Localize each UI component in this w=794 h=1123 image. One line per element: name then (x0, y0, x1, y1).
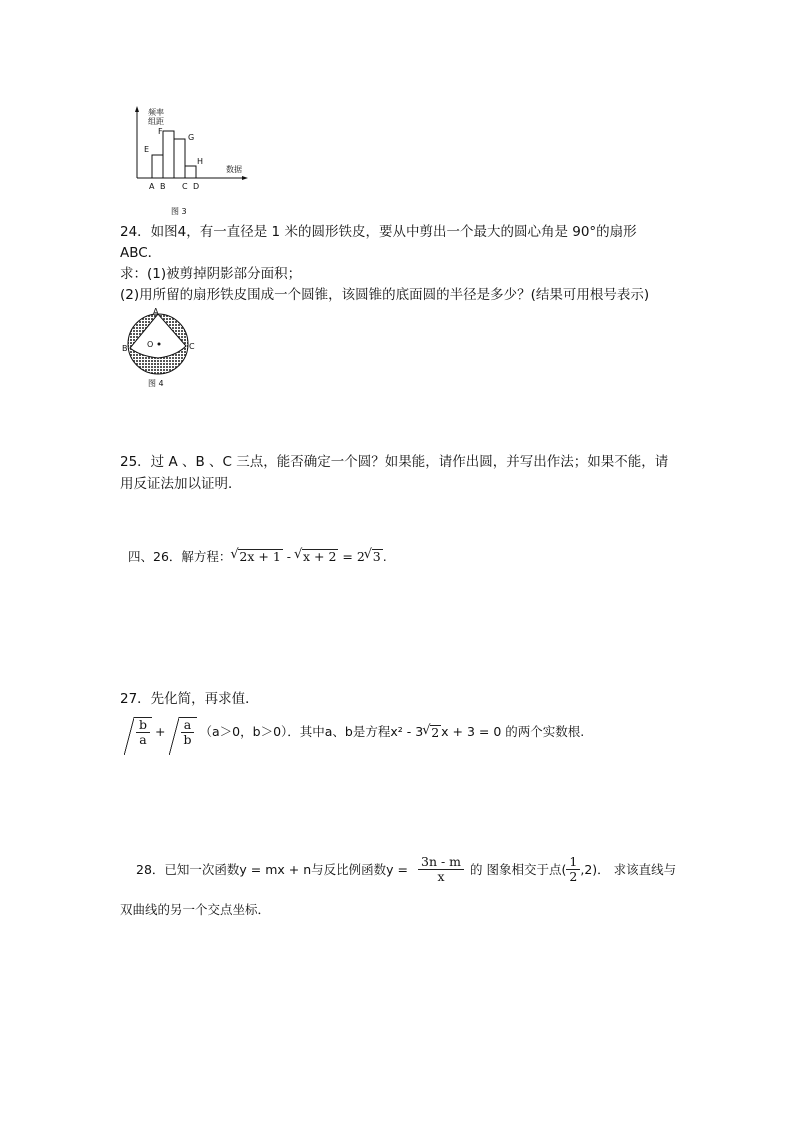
q27-radical-2 (179, 717, 197, 747)
q26-radical-1: √ 2x + 1 (238, 549, 282, 564)
q27-radical-1 (134, 717, 152, 747)
q27-condition: （a＞0，b＞0）．其中a、b是方程x² - 3 (199, 724, 424, 739)
fig3-bar-h (185, 166, 196, 178)
q28-pt-num: 1 (566, 855, 580, 870)
fig4-label-b: B (122, 344, 128, 353)
fig3-x-label-a: A (149, 182, 155, 191)
fig3-bar-g (174, 139, 185, 178)
fig3-ylabel-2: 组距 (148, 117, 164, 126)
q26-equation (128, 547, 387, 567)
q28-part-1: 28．已知一次函数y = mx + n与反比例函数y = (136, 861, 408, 877)
fig4-center-dot (158, 343, 161, 346)
q28-line-2: 双曲线的另一个交点坐标． (120, 902, 271, 917)
q28-part-3: ,2)． 求该直线与 (580, 861, 677, 877)
q28-frac-den: x (437, 869, 445, 884)
q26-prefix: 四、26．解方程： (128, 549, 232, 564)
fig3-y-arrow (135, 106, 139, 112)
fig3-bar-label-e: E (144, 145, 150, 154)
fig4-label-a: A (153, 307, 159, 316)
fig3-bar-label-g: G (188, 133, 195, 142)
fig4-caption: 图 4 (148, 379, 164, 388)
fig4-label-o: O (147, 340, 154, 349)
q28-line-1 (136, 855, 676, 884)
q28-point-fraction (566, 855, 580, 884)
q27-radical-3: √ 2 (430, 725, 441, 740)
q27-frac1-den: a (139, 732, 147, 747)
q28-fraction (418, 855, 464, 884)
fig3-caption: 图 3 (171, 207, 187, 216)
q24-line-1: 24．如图4，有一直径是 1 米的圆形铁皮，要从中剪出一个最大的圆心角是 90°的扇形 (120, 224, 637, 240)
q26-radical-2: √ x + 2 (302, 549, 338, 564)
q27-tail: x + 3 = 0 的两个实数根. (441, 724, 585, 739)
fig3-x-arrow (242, 176, 248, 180)
q24-line-4: (2)用所留的扇形铁皮围成一个圆锥，该圆锥的底面圆的半径是多少？(结果可用根号表示) (120, 287, 650, 303)
fig3-bar-f (163, 131, 174, 178)
q27-frac2-den: b (183, 732, 192, 747)
q26-radical-3: √ 3 (372, 549, 383, 564)
q26-minus: - (282, 549, 295, 564)
q26-end: . (382, 549, 387, 564)
q25-line-1: 25．过 A 、B 、C 三点，能否确定一个圆？如果能，请作出圆，并写出作法；如果不能，请 (120, 454, 669, 470)
q27-frac2-num: a (181, 718, 194, 733)
q27-title: 27．先化简，再求值． (120, 691, 259, 707)
fig3-bar-label-f: F (158, 127, 163, 136)
fig3-ylabel-1: 频率 (148, 108, 164, 117)
figure-3-histogram (126, 104, 256, 219)
q25-line-2: 用反证法加以证明． (120, 476, 242, 492)
q27-frac1-num: b (136, 718, 150, 733)
q28-frac-num: 3n - m (418, 855, 464, 870)
q28-part-2: 的 图象相交于点( (470, 861, 567, 877)
q27-expression (124, 717, 584, 747)
figure-4-sector (118, 306, 208, 392)
q24-line-2: ABC． (120, 245, 162, 261)
fig3-x-label-c: C (182, 182, 188, 191)
fig3-xlabel: 数据 (226, 165, 242, 174)
fig4-label-c: C (189, 342, 195, 351)
q24-line-3: 求：(1)被剪掉阴影部分面积； (120, 266, 302, 282)
fig3-bar-label-h: H (197, 157, 204, 166)
fig3-x-label-b: B (160, 182, 166, 191)
q26-equals: = 2 (338, 549, 365, 564)
fig3-bar-e (152, 155, 163, 178)
q27-plus: + (155, 724, 166, 739)
fig3-x-label-d: D (193, 182, 200, 191)
q28-pt-den: 2 (569, 869, 578, 884)
